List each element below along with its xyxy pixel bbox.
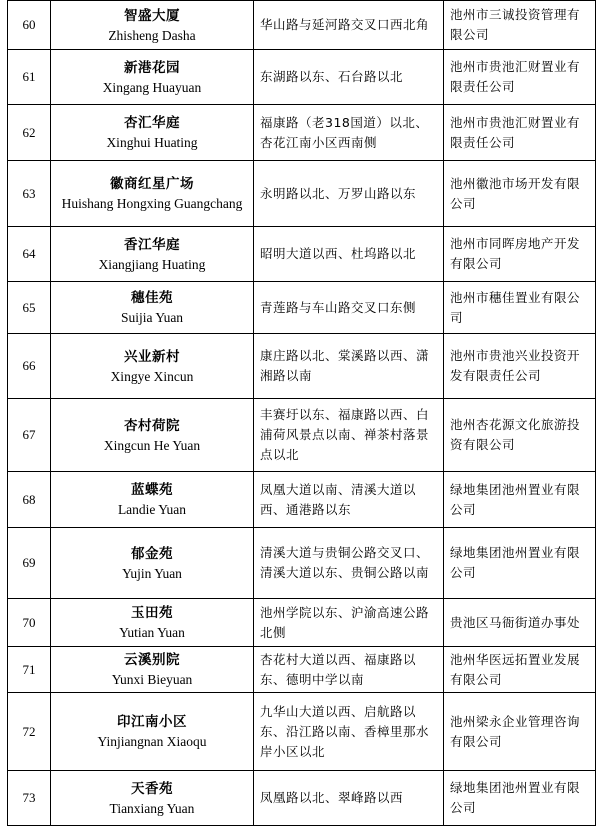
chinese-name: 杏村荷院: [124, 417, 180, 434]
name-cell: [51, 599, 254, 647]
chinese-name: 蓝蝶苑: [131, 482, 173, 498]
developer-cell: 池州市同晖房地产开发有限公司: [444, 227, 596, 282]
table-row: [8, 399, 596, 472]
location-cell: 昭明大道以西、杜坞路以北: [254, 227, 444, 282]
row-number: 62: [8, 105, 51, 161]
pinyin-name: Xiangjiang Huating: [98, 256, 206, 272]
chinese-name: 郁金苑: [131, 545, 173, 562]
pinyin-name: Xinghui Huating: [106, 135, 198, 150]
chinese-name: 印江南小区: [117, 714, 187, 730]
location-cell: 青莲路与车山路交叉口东侧: [254, 282, 444, 334]
pinyin-name: Tianxiang Yuan: [109, 800, 195, 816]
name-cell: [51, 334, 254, 399]
developer-cell: 贵池区马衙街道办事处: [444, 599, 596, 647]
name-cell: [51, 227, 254, 282]
name-cell: [51, 472, 254, 528]
developer-cell: 池州市贵池汇财置业有限责任公司: [444, 50, 596, 105]
chinese-name: 杏汇华庭: [124, 115, 180, 131]
developer-cell: 池州市贵池兴业投资开发有限责任公司: [444, 334, 596, 399]
pinyin-name: Yinjiangnan Xiaoqu: [97, 734, 207, 749]
place-names-table: [7, 0, 596, 826]
name-cell: [51, 282, 254, 334]
table-row: [8, 693, 596, 771]
table-row: [8, 161, 596, 227]
table-row: [8, 334, 596, 399]
developer-cell: 池州梁永企业管理咨询有限公司: [444, 693, 596, 771]
chinese-name: 智盛大厦: [124, 7, 180, 24]
table-row: [8, 105, 596, 161]
row-number: 67: [8, 399, 51, 472]
row-number: 69: [8, 528, 51, 599]
developer-cell: 池州杏花源文化旅游投资有限公司: [444, 399, 596, 472]
row-number: 72: [8, 693, 51, 771]
chinese-name: 香江华庭: [124, 236, 180, 253]
developer-cell: 池州市穗佳置业有限公司: [444, 282, 596, 334]
row-number: 71: [8, 647, 51, 693]
row-number: 68: [8, 472, 51, 528]
pinyin-name: Yutian Yuan: [119, 625, 185, 640]
name-cell: [51, 105, 254, 161]
location-cell: 福康路（老318国道）以北、杏花江南小区西南侧: [254, 105, 444, 161]
table-row: [8, 528, 596, 599]
table-row: [8, 472, 596, 528]
table-row: [8, 227, 596, 282]
row-number: 61: [8, 50, 51, 105]
pinyin-name: Huishang Hongxing Guangchang: [61, 196, 243, 211]
name-cell: [51, 771, 254, 826]
name-cell: [51, 1, 254, 50]
row-number: 66: [8, 334, 51, 399]
name-cell: [51, 647, 254, 693]
row-number: 70: [8, 599, 51, 647]
pinyin-name: Landie Yuan: [117, 502, 187, 517]
developer-cell: 池州徽池市场开发有限公司: [444, 161, 596, 227]
name-cell: [51, 399, 254, 472]
chinese-name: 新港花园: [124, 59, 180, 76]
developer-cell: 池州华医远拓置业发展有限公司: [444, 647, 596, 693]
location-cell: 清溪大道与贵铜公路交叉口、清溪大道以东、贵铜公路以南: [254, 528, 444, 599]
place-names-table-container: [7, 0, 596, 826]
name-cell: [51, 528, 254, 599]
row-number: 64: [8, 227, 51, 282]
pinyin-name: Suijia Yuan: [120, 310, 184, 325]
row-number: 63: [8, 161, 51, 227]
row-number: 73: [8, 771, 51, 826]
name-cell: [51, 50, 254, 105]
pinyin-name: Xingcun He Yuan: [103, 437, 201, 453]
pinyin-name: Yujin Yuan: [122, 565, 182, 581]
table-row: [8, 282, 596, 334]
location-cell: 池州学院以东、沪渝高速公路北侧: [254, 599, 444, 647]
developer-cell: 绿地集团池州置业有限公司: [444, 771, 596, 826]
row-number: 65: [8, 282, 51, 334]
location-cell: 九华山大道以西、启航路以东、沿江路以南、香樟里那水岸小区以北: [254, 693, 444, 771]
name-cell: [51, 161, 254, 227]
pinyin-name: Yunxi Bieyuan: [111, 672, 193, 687]
chinese-name: 天香苑: [131, 780, 173, 797]
chinese-name: 穗佳苑: [131, 290, 173, 306]
table-row: [8, 647, 596, 693]
developer-cell: 绿地集团池州置业有限公司: [444, 472, 596, 528]
location-cell: 杏花村大道以西、福康路以东、德明中学以南: [254, 647, 444, 693]
pinyin-name: Xingye Xincun: [110, 368, 194, 384]
location-cell: 永明路以北、万罗山路以东: [254, 161, 444, 227]
developer-cell: 池州市贵池汇财置业有限责任公司: [444, 105, 596, 161]
table-row: [8, 771, 596, 826]
table-row: [8, 1, 596, 50]
location-cell: 丰赛圩以东、福康路以西、白浦荷风景点以南、禅茶村落景点以北: [254, 399, 444, 472]
chinese-name: 兴业新村: [124, 348, 180, 365]
chinese-name: 云溪别院: [124, 652, 180, 668]
chinese-name: 玉田苑: [131, 605, 173, 621]
pinyin-name: Xingang Huayuan: [102, 79, 202, 95]
location-cell: 东湖路以东、石台路以北: [254, 50, 444, 105]
location-cell: 康庄路以北、棠溪路以西、潇湘路以南: [254, 334, 444, 399]
developer-cell: 绿地集团池州置业有限公司: [444, 528, 596, 599]
location-cell: 凤凰大道以南、清溪大道以西、通港路以东: [254, 472, 444, 528]
developer-cell: 池州市三诚投资管理有限公司: [444, 1, 596, 50]
row-number: 60: [8, 1, 51, 50]
chinese-name: 徽商红星广场: [110, 176, 194, 192]
location-cell: 华山路与延河路交叉口西北角: [254, 1, 444, 50]
name-cell: [51, 693, 254, 771]
pinyin-name: Zhisheng Dasha: [108, 27, 196, 43]
location-cell: 凤凰路以北、翠峰路以西: [254, 771, 444, 826]
table-row: [8, 599, 596, 647]
table-row: [8, 50, 596, 105]
